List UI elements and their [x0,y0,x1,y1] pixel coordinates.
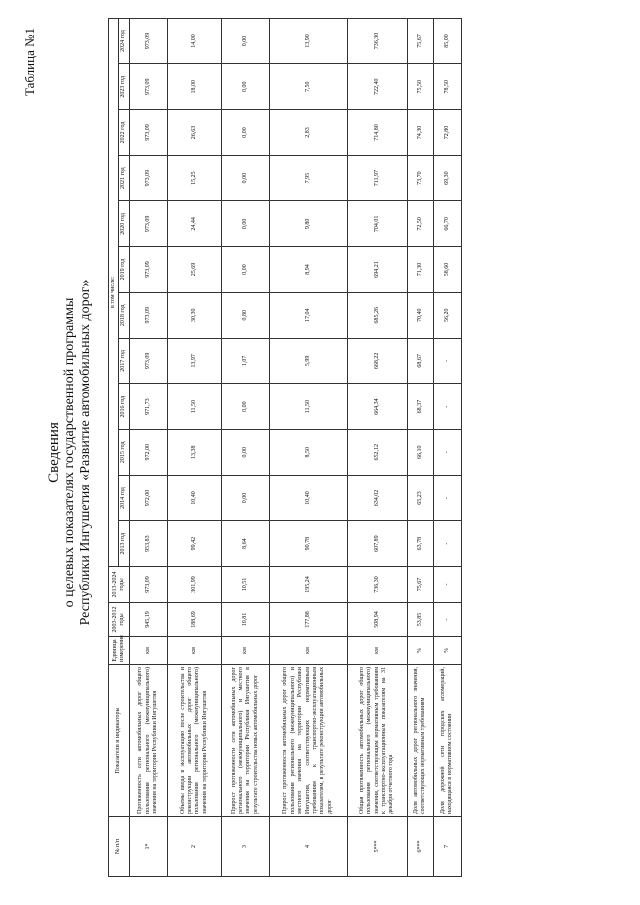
header-period-2003-2012: 2003-2012 годы [109,603,130,637]
header-year: 2024 год [119,18,129,64]
header-row-1 [109,18,119,876]
row-year-value: 24,44 [167,201,221,247]
header-year: 2022 год [119,110,129,156]
row-year-value: 11,50 [269,384,347,430]
table-row [129,18,167,876]
row-year-value: 66,70 [433,201,461,247]
row-year-value: - [433,338,461,384]
row-year-value: 73,70 [407,155,433,201]
header-year: 2016 год [119,384,129,430]
row-year-value: 704,01 [347,201,407,247]
row-unit: км [347,637,407,665]
row-year-value: 78,50 [433,64,461,110]
row-year-value: 2,83 [269,110,347,156]
row-year-value: 0,00 [221,429,269,475]
row-year-value: 973,09 [129,247,167,293]
header-indicator: Показатели и индикаторы [109,665,130,817]
row-value-2003-2012: 53,85 [407,603,433,637]
row-year-value: 72,50 [407,201,433,247]
row-indicator-name: Доля автомобильных дорог регионального значения, соответствующих нормативным требованиям [407,665,433,817]
row-year-value: 68,67 [407,338,433,384]
row-year-value: 10,40 [269,475,347,521]
header-period-2013-2024: 2013-2024 годы [109,567,130,603]
row-year-value: 10,40 [167,475,221,521]
row-year-value: 634,02 [347,475,407,521]
header-num: № п/п [109,817,130,877]
row-unit: км [167,637,221,665]
row-year-value: 17,04 [269,292,347,338]
row-indicator-name: Объемы ввода в эксплуатацию после строительства и реконструкции автомобильных дорог общего пользования регионального (межмуниципального) значения на территории Республики Ингушетия [167,665,221,817]
row-indicator-name: Прирост протяженности автомобильных дорог общего пользования регионального (межмуниципального) и местного значения на территории Республики Ингушетия, соответствующих нормативным требованиям к транспортно-эксплуатационным показателям, в результате реконструкции автомобильных дорог [269,665,347,817]
row-indicator-name: Общая протяженность автомобильных дорог общего пользования регионального (межмуниципального) значения, соответствующим нормативным требованиям к транспортно-эксплуатационным показателям на 31 декабря отчетного года [347,665,407,817]
row-year-value: 56,20 [433,292,461,338]
row-year-value: 8,50 [269,429,347,475]
table-row [433,18,461,876]
row-unit: км [221,637,269,665]
row-value-2003-2012: 177,88 [269,603,347,637]
row-year-value: 972,00 [129,475,167,521]
document-title [46,0,94,905]
row-value-2003-2012: 945,19 [129,603,167,637]
row-year-value: 0,00 [221,18,269,64]
row-year-value: 74,30 [407,110,433,156]
row-year-value: - [433,429,461,475]
row-year-value: 0,00 [221,155,269,201]
row-year-value: 664,34 [347,384,407,430]
row-year-value: 953,83 [129,521,167,567]
row-year-value: 68,37 [407,384,433,430]
row-year-value: 714,80 [347,110,407,156]
row-year-value: 0,00 [221,247,269,293]
row-unit: км [129,637,167,665]
row-unit: % [407,637,433,665]
row-year-value: 75,50 [407,64,433,110]
indicators-table [108,18,462,877]
row-number: 6*** [407,817,433,877]
row-value-2013-2024: 195,24 [269,567,347,603]
row-value-2013-2024: - [433,567,461,603]
row-year-value: 971,73 [129,384,167,430]
row-year-value: 15,25 [167,155,221,201]
row-year-value: 13,38 [167,429,221,475]
row-year-value: 5,99 [269,338,347,384]
row-year-value: 8,94 [269,247,347,293]
row-year-value: 973,09 [129,201,167,247]
row-value-2013-2024: 973,09 [129,567,167,603]
row-year-value: 736,30 [347,18,407,64]
row-number: 4 [269,817,347,877]
header-year: 2019 год [119,247,129,293]
row-year-value: 9,80 [269,201,347,247]
row-year-value: 722,40 [347,64,407,110]
row-value-2003-2012: 10,81 [221,603,269,637]
row-year-value: 66,10 [407,429,433,475]
row-year-value: 65,23 [407,475,433,521]
header-year: 2015 год [119,429,129,475]
table-body [129,18,461,876]
row-year-value: 973,09 [129,155,167,201]
row-year-value: 685,26 [347,292,407,338]
title-line-2: о целевых показателях государственной программы [62,297,77,608]
row-year-value: 75,67 [407,18,433,64]
row-value-2003-2012: 188,69 [167,603,221,637]
table-row [167,18,221,876]
row-year-value: 0,00 [221,110,269,156]
row-year-value: 973,09 [129,338,167,384]
row-year-value: 30,30 [167,292,221,338]
row-year-value: 72,80 [433,110,461,156]
row-year-value: 70,40 [407,292,433,338]
row-value-2003-2012: - [433,603,461,637]
table-row [269,18,347,876]
row-number: 2 [167,817,221,877]
header-year: 2023 год [119,64,129,110]
header-year: 2013 год [119,521,129,567]
row-unit: км [269,637,347,665]
header-unit: Единица измерения [109,637,130,665]
row-indicator-name: Прирост протяженности сети автомобильных дорог регионального (межмуниципального) и местного значения на территории Республики Ингушетия в результате строительства новых автомобильных дорог [221,665,269,817]
table-row [221,18,269,876]
header-year: 2021 год [119,155,129,201]
row-year-value: 14,00 [167,18,221,64]
row-year-value: 13,90 [269,18,347,64]
row-year-value: 973,09 [129,64,167,110]
row-year-value: 85,00 [433,18,461,64]
row-year-value: 0,00 [221,64,269,110]
row-year-value: 11,50 [167,384,221,430]
table-label: Таблица №1 [22,28,37,97]
row-year-value: 71,30 [407,247,433,293]
row-year-value: 972,00 [129,429,167,475]
row-indicator-name: Доля дорожной сети городских агломераций, находящаяся в нормативном состоянии [433,665,461,817]
row-number: 3 [221,817,269,877]
row-year-value: 13,97 [167,338,221,384]
row-year-value: 99,42 [167,521,221,567]
row-year-value: 25,69 [167,247,221,293]
row-year-value: 0,80 [221,292,269,338]
row-number: 5*** [347,817,407,877]
row-year-value: 694,21 [347,247,407,293]
row-year-value: - [433,475,461,521]
row-year-value: 0,00 [221,201,269,247]
row-year-value: - [433,384,461,430]
row-year-value: 711,97 [347,155,407,201]
row-year-value: 63,78 [407,521,433,567]
row-value-2013-2024: 736,30 [347,567,407,603]
header-including: в том числе: [109,18,119,566]
row-year-value: - [433,521,461,567]
row-number: 1* [129,817,167,877]
table-row [347,18,407,876]
header-year: 2014 год [119,475,129,521]
row-year-value: 7,95 [269,155,347,201]
row-value-2013-2024: 75,67 [407,567,433,603]
row-year-value: 1,07 [221,338,269,384]
row-year-value: 973,09 [129,18,167,64]
row-year-value: 7,50 [269,64,347,110]
row-value-2003-2012: 508,94 [347,603,407,637]
row-year-value: 652,12 [347,429,407,475]
header-year: 2020 год [119,201,129,247]
row-year-value: 58,60 [433,247,461,293]
row-indicator-name: Протяженность сети автомобильных дорог общего пользования регионального (межмуниципального) значения на территории Республики Ингушетия [129,665,167,817]
row-year-value: 69,30 [433,155,461,201]
table-row [407,18,433,876]
row-unit: % [433,637,461,665]
title-line-1: Сведения [46,422,62,483]
row-value-2013-2024: 10,51 [221,567,269,603]
row-value-2013-2024: 301,99 [167,567,221,603]
row-year-value: 8,64 [221,521,269,567]
row-year-value: 668,22 [347,338,407,384]
header-year: 2017 год [119,338,129,384]
row-year-value: 0,00 [221,384,269,430]
title-line-3: Республики Ингушетия «Развитие автомобильных дорог» [78,279,93,626]
row-year-value: 973,09 [129,292,167,338]
row-number: 7 [433,817,461,877]
row-year-value: 26,63 [167,110,221,156]
row-year-value: 0,00 [221,475,269,521]
header-year: 2018 год [119,292,129,338]
row-year-value: 90,78 [269,521,347,567]
row-year-value: 18,00 [167,64,221,110]
row-year-value: 607,89 [347,521,407,567]
row-year-value: 973,09 [129,110,167,156]
